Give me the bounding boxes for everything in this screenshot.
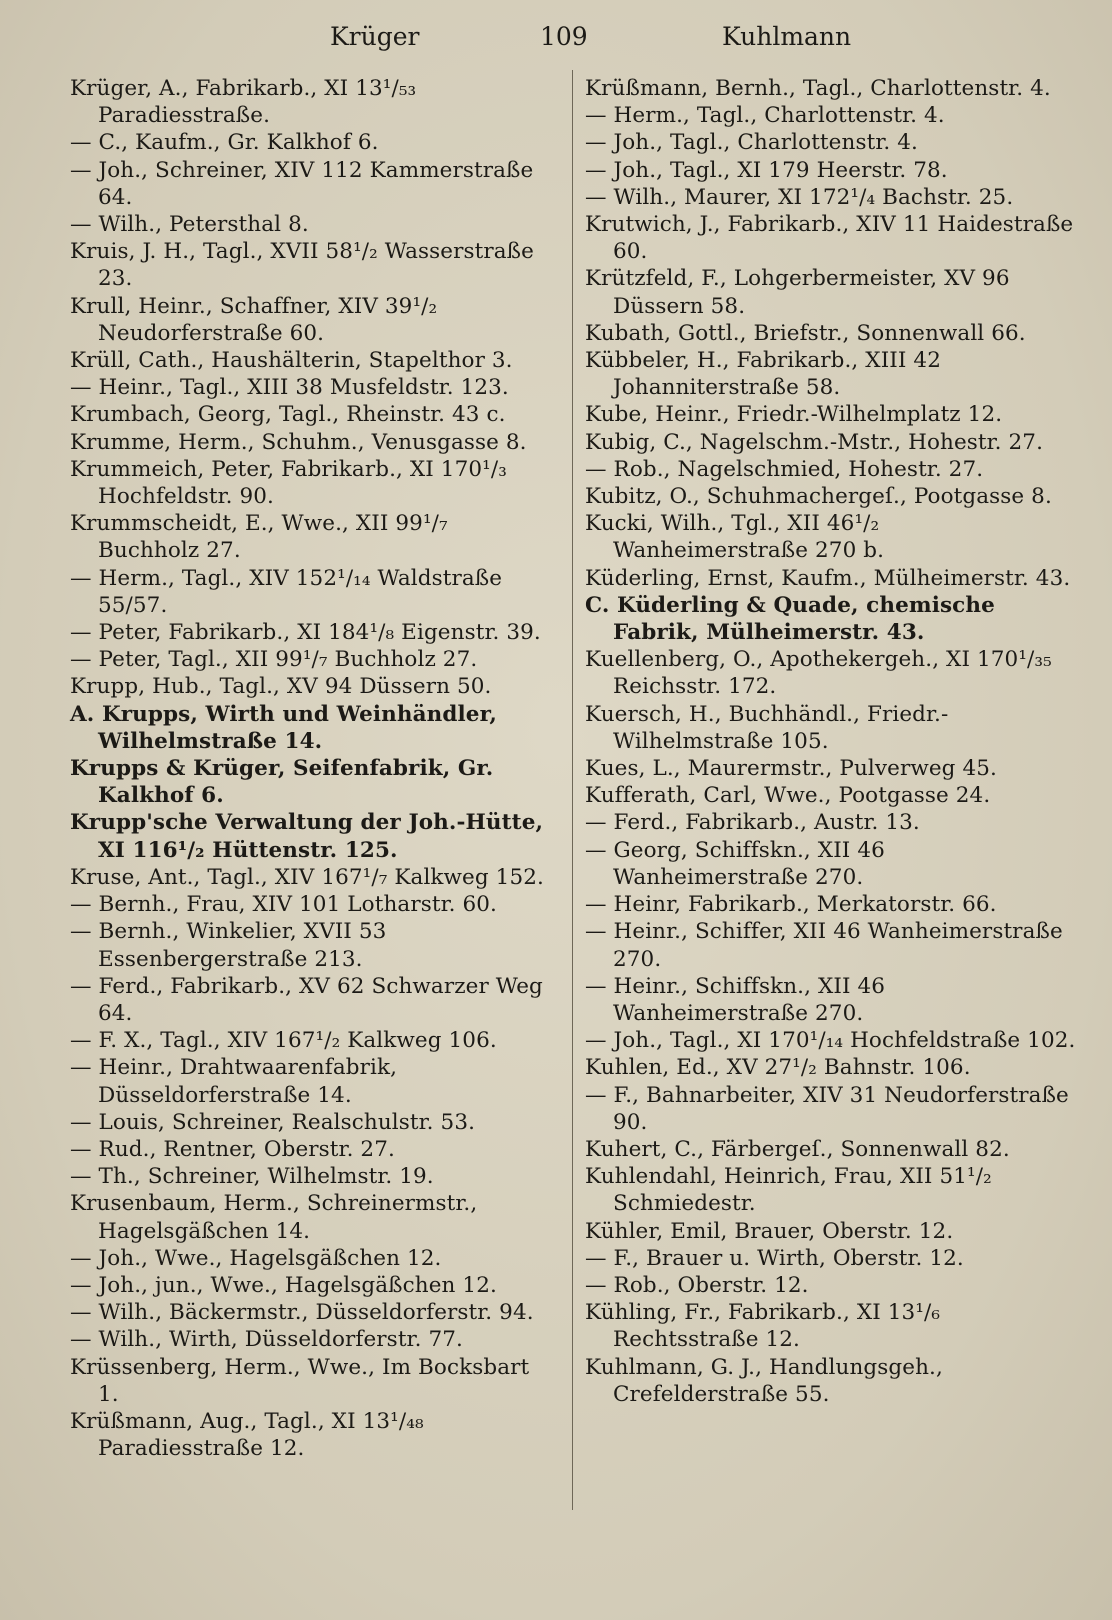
directory-entry: — Wilh., Maurer, XI 172¹/₄ Bachstr. 25.: [585, 184, 1014, 210]
directory-entry: Krusenbaum, Herm., Schreinermstr., Hagelsgäßchen 14.: [70, 1191, 478, 1244]
directory-entry: Krull, Heinr., Schaffner, XIV 39¹/₂ Neudorferstraße 60.: [70, 293, 438, 346]
directory-entry: Kuhert, C., Färbergeſ., Sonnenwall 82.: [585, 1136, 1010, 1162]
directory-entry: — Herm., Tagl., XIV 152¹/₁₄ Waldstraße 55/57.: [70, 565, 503, 618]
directory-entry: Kühling, Fr., Fabrikarb., XI 13¹/₆ Rechtsstraße 12.: [585, 1300, 941, 1353]
directory-entry: — Heinr, Fabrikarb., Merkatorstr. 66.: [585, 892, 997, 918]
directory-entry: Kübbeler, H., Fabrikarb., XIII 42 Johanniterstraße 58.: [585, 348, 941, 401]
directory-entry: — Ferd., Fabrikarb., XV 62 Schwarzer Weg 64.: [70, 973, 543, 1026]
directory-entry: — Joh., Tagl., Charlottenstr. 4.: [585, 130, 918, 156]
directory-entry: Kuellenberg, O., Apothekergeh., XI 170¹/₃₅ Reichsstr. 172.: [585, 647, 1052, 700]
directory-entry: — Heinr., Tagl., XIII 38 Musfeldstr. 123.: [70, 375, 509, 401]
directory-entry: — Heinr., Schiffskn., XII 46 Wanheimerstraße 270.: [585, 973, 886, 1026]
directory-entry: — Joh., Tagl., XI 179 Heerstr. 78.: [585, 157, 948, 183]
directory-entry: — Wilh., Bäckermstr., Düsseldorferstr. 94.: [70, 1300, 534, 1326]
directory-entry: — F., Brauer u. Wirth, Oberstr. 12.: [585, 1245, 964, 1271]
directory-entry: Krupp'sche Verwaltung der Joh.-Hütte, XI 116¹/₂ Hüttenstr. 125.: [70, 810, 544, 863]
directory-entry: — Peter, Fabrikarb., XI 184¹/₈ Eigenstr. 39.: [70, 620, 541, 646]
page-header: [0, 14, 1112, 62]
directory-entry: — Georg, Schiffskn., XII 46 Wanheimerstraße 270.: [585, 837, 885, 890]
directory-entry: — Bernh., Winkelier, XVII 53 Essenbergerstraße 213.: [70, 919, 387, 972]
directory-entry: — Joh., Wwe., Hagelsgäßchen 12.: [70, 1245, 442, 1271]
directory-entry: Krutwich, J., Fabrikarb., XIV 11 Haidestraße 60.: [585, 212, 1074, 265]
directory-entry: Kuersch, H., Buchhändl., Friedr.-Wilhelmstraße 105.: [585, 701, 949, 754]
directory-entry: — Wilh., Petersthal 8.: [70, 212, 309, 238]
directory-entry: Krummeich, Peter, Fabrikarb., XI 170¹/₃ Hochfeldstr. 90.: [70, 456, 507, 510]
directory-entry: Krummscheidt, E., Wwe., XII 99¹/₇ Buchholz 27.: [70, 511, 448, 564]
directory-entry: — Rob., Nagelschmied, Hohestr. 27.: [585, 456, 984, 482]
directory-entry: Kuhlendahl, Heinrich, Frau, XII 51¹/₂ Schmiedestr.: [585, 1164, 992, 1217]
directory-entry: — F., Bahnarbeiter, XIV 31 Neudorferstraße 90.: [585, 1082, 1069, 1135]
directory-entry: — Louis, Schreiner, Realschulstr. 53.: [70, 1109, 476, 1135]
directory-entry: Kucki, Wilh., Tgl., XII 46¹/₂ Wanheimerstraße 270 b.: [585, 511, 885, 564]
right-column: [585, 75, 1077, 1408]
directory-entry: — Rob., Oberstr. 12.: [585, 1272, 809, 1298]
directory-entry: — Wilh., Wirth, Düsseldorferstr. 77.: [70, 1327, 463, 1353]
directory-entry: Krüger, A., Fabrikarb., XI 13¹/₅₃ Paradiesstraße.: [70, 76, 417, 129]
header-first-name: Krüger: [330, 22, 420, 51]
directory-entry: — Heinr., Drahtwaarenfabrik, Düsseldorferstraße 14.: [70, 1055, 398, 1108]
directory-entry: Kuhlmann, G. J., Handlungsgeh., Crefelderstraße 55.: [585, 1354, 943, 1407]
directory-entry: Kubig, C., Nagelschm.-Mstr., Hohestr. 27.: [585, 429, 1044, 455]
directory-entry: — Rud., Rentner, Oberstr. 27.: [70, 1136, 395, 1162]
directory-entry: C. Küderling & Quade, chemische Fabrik, Mülheimerstr. 43.: [585, 592, 995, 646]
directory-entry: Kühler, Emil, Brauer, Oberstr. 12.: [585, 1218, 954, 1244]
directory-entry: Krumbach, Georg, Tagl., Rheinstr. 43 c.: [70, 402, 506, 428]
directory-entry: Krüssenberg, Herm., Wwe., Im Bocksbart 1.: [70, 1354, 530, 1407]
directory-entry: Krupps & Krüger, Seifenfabrik, Gr. Kalkhof 6.: [70, 756, 494, 809]
directory-entry: Küderling, Ernst, Kaufm., Mülheimerstr. 43.: [585, 565, 1071, 591]
directory-entry: — Joh., jun., Wwe., Hagelsgäßchen 12.: [70, 1272, 497, 1298]
directory-entry: Krüßmann, Bernh., Tagl., Charlottenstr. 4.: [585, 76, 1051, 101]
directory-entry: — Heinr., Schiffer, XII 46 Wanheimerstraße 270.: [585, 919, 1063, 972]
directory-entry: Kufferath, Carl, Wwe., Pootgasse 24.: [585, 783, 991, 809]
header-last-name: Kuhlmann: [722, 22, 852, 51]
directory-entry: — Th., Schreiner, Wilhelmstr. 19.: [70, 1164, 434, 1190]
directory-entry: Kubath, Gottl., Briefstr., Sonnenwall 66.: [585, 320, 1026, 346]
directory-entry: Kubitz, O., Schuhmachergeſ., Pootgasse 8.: [585, 484, 1052, 510]
directory-entry: Kuhlen, Ed., XV 27¹/₂ Bahnstr. 106.: [585, 1055, 971, 1081]
directory-entry: A. Krupps, Wirth und Weinhändler, Wilhelmstraße 14.: [70, 701, 498, 754]
directory-entry: Krüßmann, Aug., Tagl., XI 13¹/₄₈ Paradiesstraße 12.: [70, 1408, 424, 1462]
left-column: [70, 75, 550, 1462]
directory-entry: — Joh., Tagl., XI 170¹/₁₄ Hochfeldstraße 102.: [585, 1028, 1076, 1054]
directory-entry: — Peter, Tagl., XII 99¹/₇ Buchholz 27.: [70, 647, 478, 673]
directory-entry: — C., Kaufm., Gr. Kalkhof 6.: [70, 130, 379, 156]
directory-entry: Krumme, Herm., Schuhm., Venusgasse 8.: [70, 429, 527, 455]
column-divider: [572, 70, 573, 1510]
directory-entry: Kruse, Ant., Tagl., XIV 167¹/₇ Kalkweg 152.: [70, 864, 544, 890]
directory-entry: — Joh., Schreiner, XIV 112 Kammerstraße 64.: [70, 157, 534, 210]
directory-entry: Krützfeld, F., Lohgerbermeister, XV 96 Düssern 58.: [585, 266, 1010, 319]
directory-entry: Kube, Heinr., Friedr.-Wilhelmplatz 12.: [585, 402, 1003, 428]
directory-entry: — Ferd., Fabrikarb., Austr. 13.: [585, 810, 920, 836]
page-number: 109: [540, 22, 588, 51]
directory-entry: — Bernh., Frau, XIV 101 Lotharstr. 60.: [70, 892, 497, 918]
directory-entry: Kues, L., Maurermstr., Pulverweg 45.: [585, 756, 997, 782]
directory-entry: Krupp, Hub., Tagl., XV 94 Düssern 50.: [70, 674, 492, 700]
directory-entry: — F. X., Tagl., XIV 167¹/₂ Kalkweg 106.: [70, 1028, 497, 1054]
directory-entry: Krüll, Cath., Haushälterin, Stapelthor 3.: [70, 348, 513, 374]
directory-entry: Kruis, J. H., Tagl., XVII 58¹/₂ Wasserstraße 23.: [70, 239, 534, 292]
directory-entry: — Herm., Tagl., Charlottenstr. 4.: [585, 103, 945, 129]
